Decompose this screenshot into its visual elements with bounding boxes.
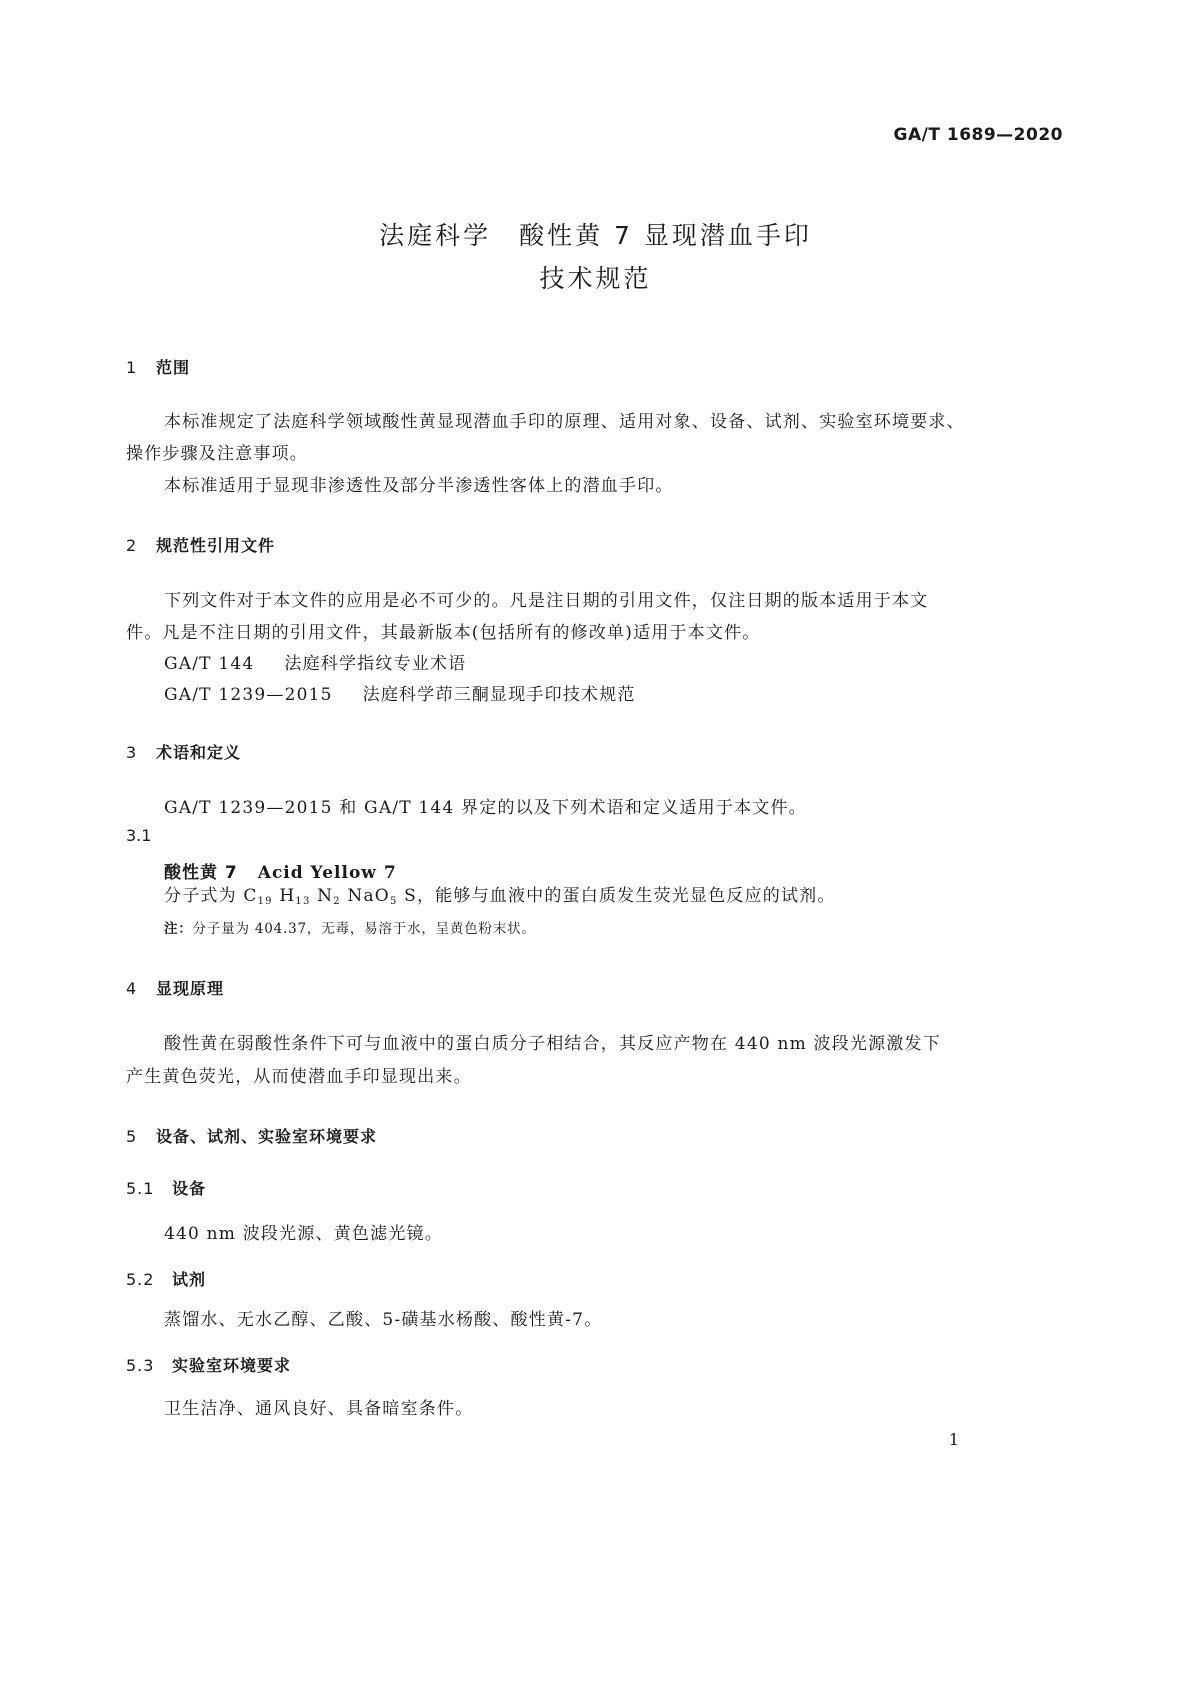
term-english: Acid Yellow 7 (257, 863, 397, 883)
subsection-title: 设备 (172, 1179, 207, 1198)
subsection-5-2-text: 蒸馏水、无水乙醇、乙酸、5-磺基水杨酸、酸性黄-7。 (164, 1310, 603, 1330)
section-2-para-1-line-1: 下列文件对于本文件的应用是必不可少的。凡是注日期的引用文件，仅注日期的版本适用于本文 (164, 591, 929, 611)
section-1-heading (126, 355, 190, 378)
section-title: 术语和定义 (156, 743, 242, 762)
section-4-heading (126, 976, 224, 999)
subsection-5-1-text: 440 nm 波段光源、黄色滤光镜。 (164, 1224, 443, 1244)
term-definition (164, 879, 836, 913)
section-4-para-line-1: 酸性黄在弱酸性条件下可与血液中的蛋白质分子相结合，其反应产物在 440 nm 波段光源激发下 (164, 1034, 941, 1054)
subsection-5-1-heading (126, 1176, 206, 1199)
section-4-para-line-2: 产生黄色荧光，从而使潜血手印显现出来。 (126, 1067, 472, 1087)
reference-title: 法庭科学茚三酮显现手印技术规范 (362, 685, 636, 705)
subsection-5-3-heading (126, 1353, 291, 1376)
document-title-line2: 技术规范 (539, 264, 652, 293)
reference-2 (164, 678, 636, 712)
term-note (164, 917, 536, 937)
document-title-line1: 法庭科学 酸性黄 7 显现潜血手印 (379, 221, 812, 250)
section-2-para-1-line-2: 件。凡是不注日期的引用文件，其最新版本(包括所有的修改单)适用于本文件。 (126, 623, 761, 643)
section-3-heading (126, 740, 241, 763)
definition-prefix: 分子式为 (164, 886, 244, 906)
note-text: 分子量为 404.37，无毒，易溶于水，呈黄色粉末状。 (192, 921, 536, 937)
term-chinese: 酸性黄 7 (164, 863, 238, 883)
section-number: 2 (126, 536, 138, 555)
note-label: 注： (164, 921, 193, 937)
section-5-heading (126, 1124, 377, 1147)
definition-suffix: ，能够与血液中的蛋白质发生荧光显色反应的试剂。 (416, 886, 836, 906)
reference-title: 法庭科学指纹专业术语 (284, 654, 467, 674)
section-title: 范围 (156, 358, 191, 377)
section-title: 显现原理 (156, 979, 225, 998)
reference-1 (164, 647, 466, 681)
section-3-para-1: GA/T 1239—2015 和 GA/T 144 界定的以及下列术语和定义适用于本文件。 (164, 798, 807, 818)
section-title: 规范性引用文件 (156, 536, 276, 555)
subsection-title: 试剂 (172, 1270, 207, 1289)
section-1-para-1-line-1: 本标准规定了法庭科学领域酸性黄显现潜血手印的原理、适用对象、设备、试剂、实验室环境要求、 (164, 412, 965, 432)
section-1-para-2: 本标准适用于显现非渗透性及部分半渗透性客体上的潜血手印。 (164, 476, 674, 496)
subsection-title: 实验室环境要求 (172, 1356, 292, 1375)
section-number: 5 (126, 1127, 138, 1146)
section-number: 1 (126, 358, 138, 377)
section-1-para-1-line-2: 操作步骤及注意事项。 (126, 444, 308, 464)
subsection-number: 5.2 (126, 1270, 155, 1289)
standard-code: GA/T 1689—2020 (893, 125, 1063, 145)
section-number: 4 (126, 979, 138, 998)
chemical-formula: $C_{19}$ $H_{13}$ $N_2$ NaO$_5$ S (243, 886, 417, 907)
page-number: 1 (948, 1430, 959, 1449)
reference-code: GA/T 1239—2015 (164, 685, 333, 705)
subsection-5-2-heading (126, 1267, 206, 1290)
reference-code: GA/T 144 (164, 654, 255, 674)
subsection-number: 5.3 (126, 1356, 155, 1375)
section-number: 3 (126, 743, 138, 762)
subsection-number: 5.1 (126, 1179, 155, 1198)
subsection-5-3-text: 卫生洁净、通风良好、具备暗室条件。 (164, 1399, 474, 1419)
section-2-heading (126, 533, 275, 556)
subsection-3-1-number: 3.1 (126, 826, 152, 845)
section-title: 设备、试剂、实验室环境要求 (156, 1127, 378, 1146)
